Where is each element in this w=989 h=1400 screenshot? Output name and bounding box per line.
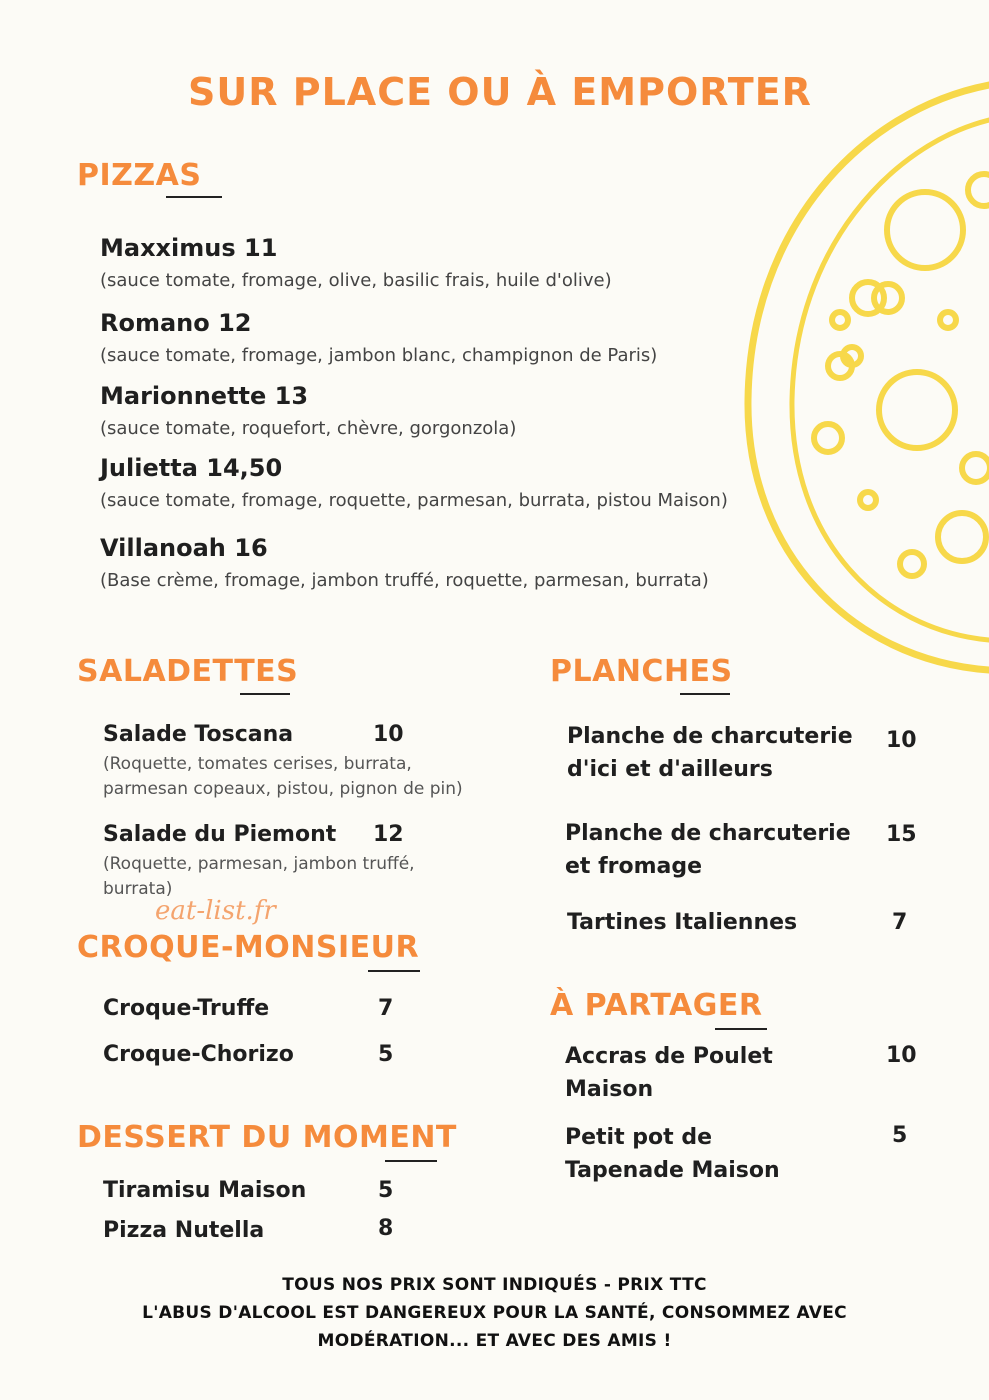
pizza-desc: (sauce tomate, fromage, jambon blanc, champignon de Paris) [100, 345, 658, 366]
croque-name: Croque-Chorizo [103, 1042, 294, 1067]
salad-price: 12 [373, 822, 404, 847]
salad-price: 10 [373, 722, 404, 747]
pizza-desc: (sauce tomate, fromage, olive, basilic frais, huile d'olive) [100, 270, 612, 291]
salad-desc: (Roquette, tomates cerises, burrata, parmesan copeaux, pistou, pignon de pin) [103, 754, 463, 799]
saladettes-heading: SALADETTES [77, 654, 299, 689]
planche-name: Planche de charcuterie et fromage [565, 821, 851, 879]
dessert-price: 5 [378, 1178, 394, 1203]
partager-heading-underline [715, 1028, 767, 1030]
pizza-desc: (sauce tomate, fromage, roquette, parmesan, burrata, pistou Maison) [100, 490, 728, 511]
pizzas-heading-underline [166, 196, 222, 198]
pizza-name: Marionnette 13 [100, 382, 309, 410]
dessert-heading-underline [385, 1160, 437, 1162]
croque-name: Croque-Truffe [103, 996, 270, 1021]
dessert-heading: DESSERT DU MOMENT [77, 1120, 457, 1155]
partager-price: 10 [886, 1043, 917, 1068]
page-title: SUR PLACE OU À EMPORTER [188, 70, 812, 114]
pizza-desc: (Base crème, fromage, jambon truffé, roquette, parmesan, burrata) [100, 570, 709, 591]
salad-desc: (Roquette, parmesan, jambon truffé, burrata) [103, 854, 415, 899]
salad-name: Salade Toscana [103, 722, 294, 747]
footer-line: L'ABUS D'ALCOOL EST DANGEREUX POUR LA SANTÉ, CONSOMMEZ AVEC [142, 1303, 847, 1323]
pizza-name: Maxximus 11 [100, 234, 278, 262]
planches-heading-underline [680, 693, 730, 695]
planches-heading: PLANCHES [550, 654, 733, 689]
partager-heading: À PARTAGER [550, 988, 763, 1023]
partager-price: 5 [892, 1123, 908, 1148]
planche-price: 10 [886, 728, 917, 753]
planche-price: 15 [886, 822, 917, 847]
partager-name: Accras de Poulet Maison [565, 1044, 773, 1102]
dessert-name: Tiramisu Maison [103, 1178, 307, 1203]
pizza-desc: (sauce tomate, roquefort, chèvre, gorgonzola) [100, 418, 517, 439]
pizza-outline-icon [740, 70, 989, 680]
watermark: eat-list.fr [155, 896, 276, 926]
salad-name: Salade du Piemont [103, 822, 337, 847]
pizza-name: Romano 12 [100, 309, 252, 337]
saladettes-heading-underline [240, 693, 290, 695]
footer-line: MODÉRATION... ET AVEC DES AMIS ! [317, 1331, 672, 1351]
pizza-name: Villanoah 16 [100, 534, 268, 562]
footer-notice [0, 1271, 989, 1355]
dessert-price: 8 [378, 1216, 394, 1241]
croque-price: 7 [378, 996, 394, 1021]
planche-price: 7 [892, 910, 908, 935]
croque-heading: CROQUE-MONSIEUR [77, 930, 420, 965]
pizzas-heading: PIZZAS [77, 158, 202, 193]
partager-name: Petit pot de Tapenade Maison [565, 1125, 780, 1183]
planche-name: Planche de charcuterie d'ici et d'ailleurs [567, 724, 853, 782]
planche-name: Tartines Italiennes [567, 910, 798, 935]
footer-line: TOUS NOS PRIX SONT INDIQUÉS - PRIX TTC [282, 1275, 707, 1295]
croque-price: 5 [378, 1042, 394, 1067]
pizza-name: Julietta 14,50 [100, 454, 283, 482]
croque-heading-underline [368, 970, 420, 972]
dessert-name: Pizza Nutella [103, 1218, 265, 1243]
